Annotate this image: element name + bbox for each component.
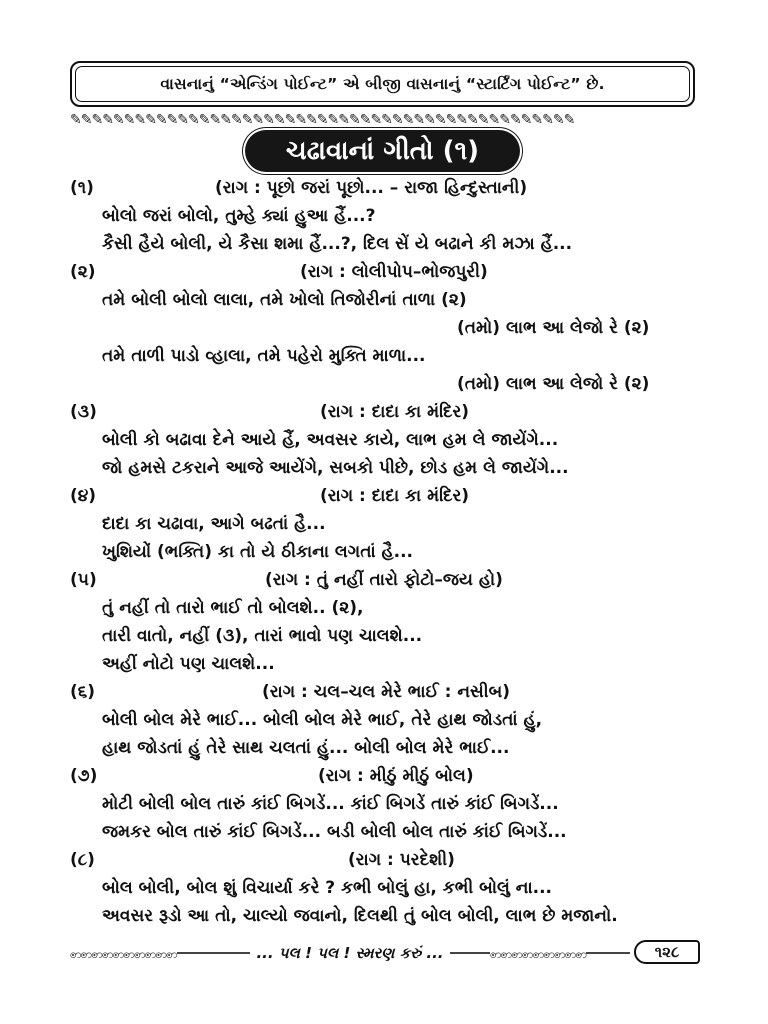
song-line: અહીં નોટો પણ ચાલશે... bbox=[102, 654, 275, 674]
song-line: જમકર બોલ તારું કાંઈ બિગડેં... બડી બોલી બોલ તારું કાંઈ બિગડેં... bbox=[102, 822, 567, 842]
song-line: અવસર રૂડો આ તો, ચાલ્યો જવાનો, દિલથી તું બોલ બોલી, લાભ છે મજાનો. bbox=[102, 906, 618, 926]
song-line: તમે બોલી બોલો લાલા, તમે ખોલો તિજોરીનાં તાળા (૨) bbox=[102, 290, 467, 310]
song-line: મોટી બોલી બોલ તારું કાંઈ બિગડેં... કાંઈ બિગડેં તારું કાંઈ બિગડેં... bbox=[102, 794, 559, 814]
song-line: દાદા કા ચઢાવા, આગે બઢતાં હૈ... bbox=[102, 514, 326, 534]
footer-tagline-text: ... પલ ! પલ ! સ્મરણ કરું ... bbox=[250, 944, 449, 962]
page-number bbox=[634, 940, 700, 964]
song-line: કૈસી હૈયે બોલી, યે કૈસા શમા હૈં...?, દિલ સેં યે બઢાને કી મઝા હૈં... bbox=[102, 234, 573, 254]
song-line: જો હમસે ટકરાને આજે આયેંગે, સબકો પીછે, છોડ હમ લે જાયેંગે... bbox=[102, 458, 569, 478]
song-raag: (રાગ : લોલીપોપ–ભોજપુરી) bbox=[300, 262, 488, 282]
song-raag: (રાગ : ચલ–ચલ મેરે ભાઈ : નસીબ) bbox=[262, 682, 511, 702]
song-number: (૪) bbox=[70, 486, 97, 506]
song-line: ખુશિયોં (ભક્તિ) કા તો યે ઠીકાના લગતાં હૈ... bbox=[102, 542, 414, 562]
song-refrain: (તમો) લાભ આ લેજો રે (૨) bbox=[457, 374, 650, 394]
song-raag: (રાગ : પૂછો જરાં પૂછો... – રાજા હિન્દુસ્તાની) bbox=[215, 178, 528, 198]
song-line: બોલી કો બઢાવા દેને આયે હૈં, અવસર કાયે, લાભ હમ લે જાયેંગે... bbox=[102, 430, 559, 450]
song-raag: (રાગ : પરદેશી) bbox=[348, 850, 455, 870]
ornament-divider: ✎✎✎✎✎✎✎✎✎✎✎✎✎✎✎✎✎✎✎✎✎✎✎✎✎✎✎✎✎✎✎✎✎✎✎✎✎✎✎✎✎✎✎✎✎✎✎ bbox=[70, 114, 575, 126]
song-line: તારી વાતો, નહીં (૩), તારાં ભાવો પણ ચાલશે... bbox=[102, 626, 423, 646]
song-raag: (રાગ : મીઠું મીઠું બોલ) bbox=[318, 766, 474, 786]
song-raag: (રાગ : દાદા કા મંદિર) bbox=[320, 486, 470, 506]
footer-right-ornament: ꩦꩦꩦꩦꩦꩦꩦꩦꩦ bbox=[490, 946, 586, 964]
song-number: (૬) bbox=[70, 682, 96, 702]
song-line: બોલ બોલી, બોલ શું વિચાર્યા કરે ? કભી બોલું હા, કભી બોલું ના... bbox=[102, 878, 552, 898]
page-footer bbox=[70, 940, 700, 966]
song-line: તમે તાળી પાડો વ્હાલા, તમે પહેરો મુક્તિ માળા... bbox=[102, 346, 426, 366]
song-number: (૨) bbox=[70, 262, 96, 282]
footer-left-ornament: ꩦꩦꩦꩦꩦꩦꩦꩦꩦꩦ bbox=[70, 946, 177, 964]
song-number: (૧) bbox=[70, 178, 94, 198]
song-line: હાથ જોડતાં હું તેરે સાથ ચલતાં હું... બોલી બોલ મેરે ભાઈ... bbox=[102, 738, 510, 758]
song-refrain: (તમો) લાભ આ લેજો રે (૨) bbox=[457, 318, 650, 338]
song-line: તું નહીં તો તારો ભાઈ તો બોલશે.. (૨), bbox=[102, 598, 364, 618]
song-number: (૫) bbox=[70, 570, 97, 590]
page-number-text: ૧૨૮ bbox=[654, 943, 680, 961]
header-quote: વાસનાનું “એન્ડિંગ પોઈન્ટ” એ બીજી વાસનાનું “સ્ટાર્ટિંગ પોઈન્ટ” છે. bbox=[160, 74, 605, 93]
song-raag: (રાગ : તું નહીં તારો ફોટો–જય હો) bbox=[265, 570, 503, 590]
song-number: (૭) bbox=[70, 766, 98, 786]
song-line: બોલો જરાં બોલો, તુમ્હે ક્યાં હુઆ હૈં...? bbox=[102, 206, 376, 226]
page-title-text: ચઢાવાનાં ગીતો (૧) bbox=[285, 135, 480, 166]
song-number: (૮) bbox=[70, 850, 95, 870]
song-number: (૩) bbox=[70, 402, 97, 422]
song-raag: (રાગ : દાદા કા મંદિર) bbox=[320, 402, 470, 422]
song-line: બોલી બોલ મેરે ભાઈ... બોલી બોલ મેરે ભાઈ, તેરે હાથ જોડતાં હું, bbox=[102, 710, 543, 730]
